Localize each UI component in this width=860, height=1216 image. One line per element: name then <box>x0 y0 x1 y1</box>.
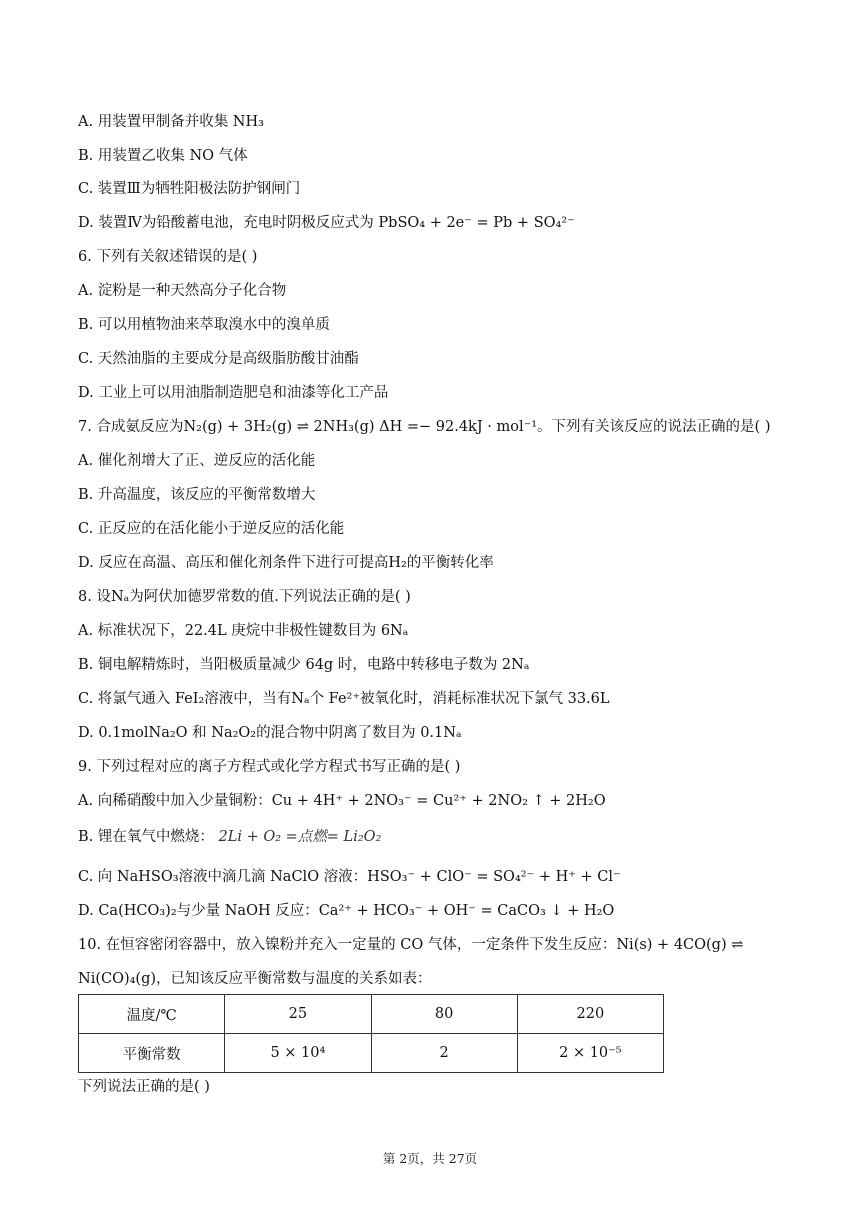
question-10-prompt: 下列说法正确的是( ) <box>78 1079 210 1095</box>
option-6c: C. 天然油脂的主要成分是高级脂肪酸甘油酯 <box>78 351 359 367</box>
option-5a: A. 用装置甲制备并收集 NH₃ <box>78 114 264 130</box>
option-7d: D. 反应在高温、高压和催化剂条件下进行可提高H₂的平衡转化率 <box>78 555 494 571</box>
table-cell: 温度/℃ <box>79 995 225 1034</box>
option-6d: D. 工业上可以用油脂制造肥皂和油漆等化工产品 <box>78 385 389 401</box>
option-9d: D. Ca(HCO₃)₂与少量 NaOH 反应：Ca²⁺ + HCO₃⁻ + OH⁻ = CaCO₃ ↓ + H₂O <box>78 903 615 919</box>
table-cell: 2 × 10⁻⁵ <box>517 1034 663 1073</box>
table-row <box>79 995 664 1034</box>
option-8c: C. 将氯气通入 FeI₂溶液中，当有Nₐ个 Fe²⁺被氧化时，消耗标准状况下氯气 33.6L <box>78 691 610 707</box>
table-cell: 平衡常数 <box>79 1034 225 1073</box>
question-8: 8. 设Nₐ为阿伏加德罗常数的值.下列说法正确的是( ) <box>78 589 411 605</box>
option-9b-formula: 2Li + O₂ =点燃= Li₂O₂ <box>218 829 382 845</box>
option-5b: B. 用装置乙收集 NO 气体 <box>78 148 248 164</box>
option-9b-text: B. 锂在氧气中燃烧： <box>78 829 214 845</box>
option-6a: A. 淀粉是一种天然高分子化合物 <box>78 283 287 299</box>
option-7c: C. 正反应的在活化能小于逆反应的活化能 <box>78 521 345 537</box>
option-7a: A. 催化剂增大了正、逆反应的活化能 <box>78 453 316 469</box>
table-row <box>79 1034 664 1073</box>
question-7: 7. 合成氨反应为N₂(g) + 3H₂(g) ⇌ 2NH₃(g) ΔH =− 92.4kJ · mol⁻¹。下列有关该反应的说法正确的是( ) <box>78 419 771 435</box>
option-8a: A. 标准状况下，22.4L 庚烷中非极性键数目为 6Nₐ <box>78 623 409 639</box>
table-cell: 25 <box>225 995 371 1034</box>
question-10-cont: Ni(CO)₄(g)，已知该反应平衡常数与温度的关系如表： <box>78 971 432 987</box>
option-8d: D. 0.1molNa₂O 和 Na₂O₂的混合物中阴离了数目为 0.1Nₐ <box>78 725 462 741</box>
option-6b: B. 可以用植物油来萃取溴水中的溴单质 <box>78 317 330 333</box>
option-8b: B. 铜电解精炼时，当阳极质量减少 64g 时，电路中转移电子数为 2Nₐ <box>78 657 530 673</box>
option-9b <box>78 826 800 848</box>
equilibrium-table <box>78 994 664 1073</box>
question-6: 6. 下列有关叙述错误的是( ) <box>78 249 258 265</box>
question-9: 9. 下列过程对应的离子方程式或化学方程式书写正确的是( ) <box>78 759 461 775</box>
option-7b: B. 升高温度，该反应的平衡常数增大 <box>78 487 316 503</box>
option-9a: A. 向稀硝酸中加入少量铜粉：Cu + 4H⁺ + 2NO₃⁻ = Cu²⁺ + 2NO₂ ↑ + 2H₂O <box>78 793 606 809</box>
table-cell: 220 <box>517 995 663 1034</box>
option-9c: C. 向 NaHSO₃溶液中滴几滴 NaClO 溶液：HSO₃⁻ + ClO⁻ = SO₄²⁻ + H⁺ + Cl⁻ <box>78 869 621 885</box>
page-footer: 第 2页，共 27页 <box>382 1151 478 1166</box>
table-cell: 80 <box>371 995 517 1034</box>
table-cell: 5 × 10⁴ <box>225 1034 371 1073</box>
question-10: 10. 在恒容密闭容器中，放入镍粉并充入一定量的 CO 气体，一定条件下发生反应：Ni(s) + 4CO(g) ⇌ <box>78 937 744 953</box>
option-5d: D. 装置Ⅳ为铅酸蓄电池，充电时阴极反应式为 PbSO₄ + 2e⁻ = Pb + SO₄²⁻ <box>78 215 575 231</box>
table-cell: 2 <box>371 1034 517 1073</box>
option-5c: C. 装置Ⅲ为牺牲阳极法防护钢闸门 <box>78 181 301 197</box>
